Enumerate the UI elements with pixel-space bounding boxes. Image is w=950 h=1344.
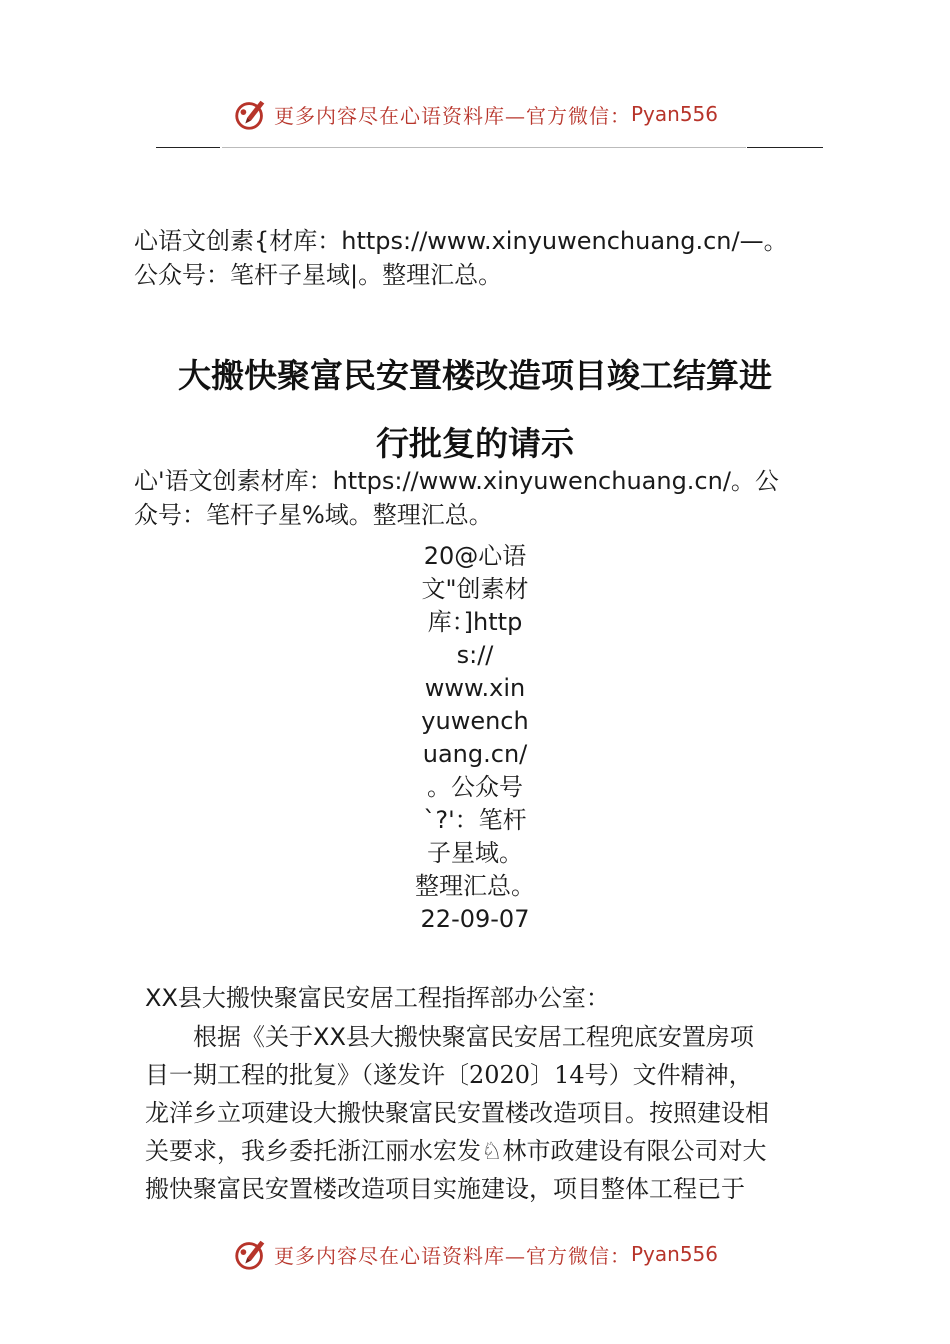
- watermark-paragraph-middle: [134, 464, 834, 532]
- date-block-line: s://: [456, 641, 494, 669]
- document-number-year: 2020: [469, 1061, 531, 1089]
- header-rule-middle: [222, 147, 746, 148]
- addressee: XX县大搬快聚富民安居工程指挥部办公室：: [145, 984, 610, 1012]
- body-line: [145, 1056, 815, 1094]
- header-banner: [0, 92, 950, 136]
- watermark-line: 心'语文创素材库：https://www.xinyuwenchuang.cn/。公: [134, 467, 779, 495]
- banner-contact: Pyan556: [630, 1242, 718, 1266]
- body-line-text: 号）文件精神，: [584, 1061, 753, 1089]
- body-paragraph: [145, 1018, 815, 1208]
- watermark-paragraph-top: [134, 224, 834, 292]
- date-block-line: 22-09-07: [420, 905, 530, 933]
- date-block-line: 整理汇总。: [415, 872, 535, 900]
- footer-banner: [0, 1232, 950, 1276]
- date-block: [375, 540, 575, 936]
- date-block-line: 文"创素材: [421, 575, 529, 603]
- body-line-text: 目一期工程的批复》（遂发许〔: [145, 1061, 469, 1089]
- pen-logo-icon: [232, 1235, 270, 1273]
- date-block-line: www.xin: [424, 674, 526, 702]
- banner-contact: Pyan556: [630, 102, 718, 126]
- body-line: 关要求，我乡委托浙江丽水宏发♘林市政建设有限公司对大: [145, 1137, 767, 1165]
- banner-text: 更多内容尽在心语资料库—官方微信：: [273, 103, 631, 128]
- banner-text: 更多内容尽在心语资料库—官方微信：: [273, 1243, 631, 1268]
- body-line: 搬快聚富民安置楼改造项目实施建设，项目整体工程已于: [145, 1175, 745, 1203]
- date-block-line: 子星域。: [427, 839, 523, 867]
- body-line-text: 〕: [530, 1061, 555, 1089]
- watermark-line: 心语文创素{材库：https://www.xinyuwenchuang.cn/—。: [134, 227, 788, 255]
- pen-logo-icon: [232, 95, 270, 133]
- date-block-line: yuwench: [421, 707, 529, 735]
- document-title-line-2: 行批复的请示: [376, 424, 574, 463]
- header-rule-right: [747, 147, 823, 148]
- document-number: 14: [554, 1061, 585, 1089]
- body-line: 龙洋乡立项建设大搬快聚富民安置楼改造项目。按照建设相: [145, 1099, 769, 1127]
- watermark-line: 众号：笔杆子星%域。整理汇总。: [134, 501, 493, 529]
- document-title-line-1: 大搬快聚富民安置楼改造项目竣工结算进: [178, 356, 772, 395]
- date-block-line: 库：]http: [427, 608, 523, 636]
- date-block-line: 。公众号: [427, 773, 523, 801]
- body-line: 根据《关于XX县大搬快聚富民安居工程兜底安置房项: [193, 1023, 754, 1051]
- watermark-line: 公众号：笔杆子星域|。整理汇总。: [134, 261, 503, 289]
- date-block-line: 20@心语: [423, 542, 527, 570]
- header-rule-left: [156, 147, 220, 148]
- date-block-line: uang.cn/: [422, 740, 528, 768]
- date-block-line: `?'：笔杆: [423, 806, 527, 834]
